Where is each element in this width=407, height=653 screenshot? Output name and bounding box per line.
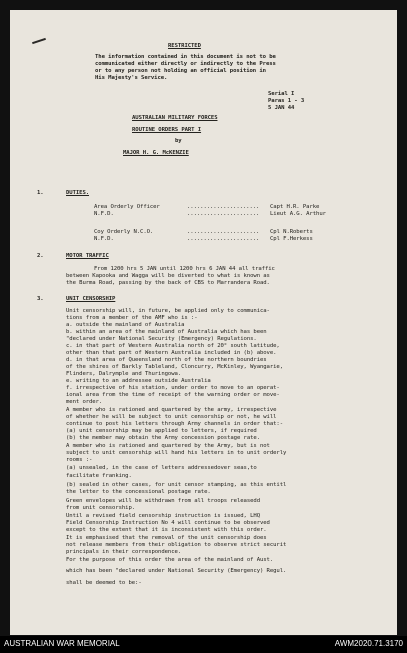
censorship-line: not release members from their obligation to observe strict securit xyxy=(66,542,287,548)
section-2-heading: MOTOR TRAFFIC xyxy=(66,253,109,259)
censorship-line: "declared under National Security (Emergency) Regulations. xyxy=(66,336,257,342)
censorship-line: Flinders, Dalrymple and Thuringowa. xyxy=(66,371,182,377)
notice-line-1: The information contained in this document is not to be xyxy=(95,54,276,60)
footer-accession-number: AWM2020.71.3170 xyxy=(334,639,403,648)
archive-footer xyxy=(0,636,407,653)
duty-role: N.F.D. xyxy=(94,236,114,242)
notice-line-4: His Majesty's Service. xyxy=(95,75,168,81)
censorship-line: of whether he will be subject to unit censorship or not, he will xyxy=(66,414,277,420)
censorship-line: Field Censorship Instruction No 4 will continue to be observed xyxy=(66,520,270,526)
duty-name: Capt H.R. Parke xyxy=(270,204,320,210)
duty-name: Cpl N.Roberts xyxy=(270,229,313,235)
orders-title: ROUTINE ORDERS PART I xyxy=(132,127,202,133)
censorship-line: (a) unit censorship may be applied to letters, if required xyxy=(66,428,257,434)
censorship-line: subject to unit censorship will hand his letters in to unit orderly xyxy=(66,450,287,456)
paras: Paras 1 - 3 xyxy=(268,98,305,104)
censorship-line: other than that part of Western Australia included in (b) above. xyxy=(66,350,277,356)
section-1-heading: DUTIES. xyxy=(66,190,90,196)
censorship-line: b. within an area of the mainland of Australia which has been xyxy=(66,329,267,335)
traffic-line-1: From 1200 hrs 5 JAN until 1200 hrs 6 JAN 44 all traffic xyxy=(94,266,275,272)
censorship-line: principals in their correspondence. xyxy=(66,549,182,555)
censorship-line: A member who is rationed and quartered by the Army, but is not xyxy=(66,443,270,449)
censorship-line: which has been "declared under National Security (Emergency) Regul. xyxy=(66,568,287,574)
duty-dots: ...................... xyxy=(187,236,260,242)
censorship-line: (b) the member may obtain the Army concession postage rate. xyxy=(66,435,260,441)
duty-role: N.F.D. xyxy=(94,211,114,217)
censorship-line: f. irrespective of his station, under order to move to an operat- xyxy=(66,385,280,391)
section-3-heading: UNIT CENSORSHIP xyxy=(66,296,116,302)
censorship-line: a. outside the mainland of Australia xyxy=(66,322,185,328)
notice-line-3: or to any person not holding an official position in xyxy=(95,68,266,74)
duty-name: Cpl F.Herkess xyxy=(270,236,313,242)
document-page xyxy=(10,10,397,635)
censorship-line: d. in that area of Queensland north of the northern boundries xyxy=(66,357,267,363)
traffic-line-3: the Burma Road, passing by the back of CBS to Marrandera Road. xyxy=(66,280,270,286)
censorship-line: c. in that part of Western Australia north of 20° south latitude, xyxy=(66,343,280,349)
footer-source: AUSTRALIAN WAR MEMORIAL xyxy=(4,639,120,648)
duty-dots: ...................... xyxy=(187,229,260,235)
censorship-line: e. writing to an addressee outside Australia xyxy=(66,378,211,384)
date: 5 JAN 44 xyxy=(268,105,295,111)
author: MAJOR H. G. McKENZIE xyxy=(123,150,189,156)
censorship-line: tions from a member of the AMF who is :- xyxy=(66,315,198,321)
notice-line-2: communicated either directly or indirectly to the Press xyxy=(95,61,276,67)
censorship-line: facilitate franking. xyxy=(66,473,132,479)
censorship-line: from unit censorship. xyxy=(66,505,136,511)
duty-dots: ...................... xyxy=(187,211,260,217)
pen-mark xyxy=(32,38,46,44)
duty-name: Lieut A.G. Arthur xyxy=(270,211,326,217)
censorship-line: A member who is rationed and quartered by the army, irrespective xyxy=(66,407,277,413)
censorship-line: shall be deemed to be:- xyxy=(66,580,142,586)
censorship-line: the letter to the concessional postage rate. xyxy=(66,489,211,495)
serial: Serial I xyxy=(268,91,295,97)
section-2-number: 2. xyxy=(37,253,44,259)
censorship-line: It is emphasised that the removal of the unit censorship does xyxy=(66,535,267,541)
censorship-line: ment order. xyxy=(66,399,103,405)
censorship-line: except to the extent that it is inconsistent with this order. xyxy=(66,527,267,533)
censorship-line: continue to post his letters through Army channels in order that:- xyxy=(66,421,283,427)
censorship-line: Unit censorship will, in future, be applied only to communica- xyxy=(66,308,270,314)
duty-dots: ...................... xyxy=(187,204,260,210)
censorship-line: Until a revised field censorship instruction is issued, LHQ xyxy=(66,513,260,519)
censorship-line: Green envelopes will be withdrawn from all troops releasedd xyxy=(66,498,260,504)
by-label: by xyxy=(175,138,182,144)
traffic-line-2: between Kapooka and Wagga will be diverted to what is known as xyxy=(66,273,270,279)
section-1-number: 1. xyxy=(37,190,44,196)
duty-role: Coy Orderly N.C.O. xyxy=(94,229,154,235)
censorship-line: For the purpose of this order the area of the mainland of Aust. xyxy=(66,557,274,563)
censorship-line: of the shires of Barkly Tableland, Cloncurry, McKinley, Wyangarie, xyxy=(66,364,283,370)
censorship-line: ional area from the time of receipt of the warning order or move- xyxy=(66,392,280,398)
section-3-number: 3. xyxy=(37,296,44,302)
restricted-heading: RESTRICTED xyxy=(168,43,201,49)
censorship-line: rooms :- xyxy=(66,457,93,463)
censorship-line: (b) sealed in other cases, for unit censor stamping, as this entitl xyxy=(66,482,287,488)
censorship-line: (a) unsealed, in the case of letters addressedover seas,to xyxy=(66,465,257,471)
org-heading: AUSTRALIAN MILITARY FORCES xyxy=(132,115,218,121)
duty-role: Area Orderly Officer xyxy=(94,204,160,210)
